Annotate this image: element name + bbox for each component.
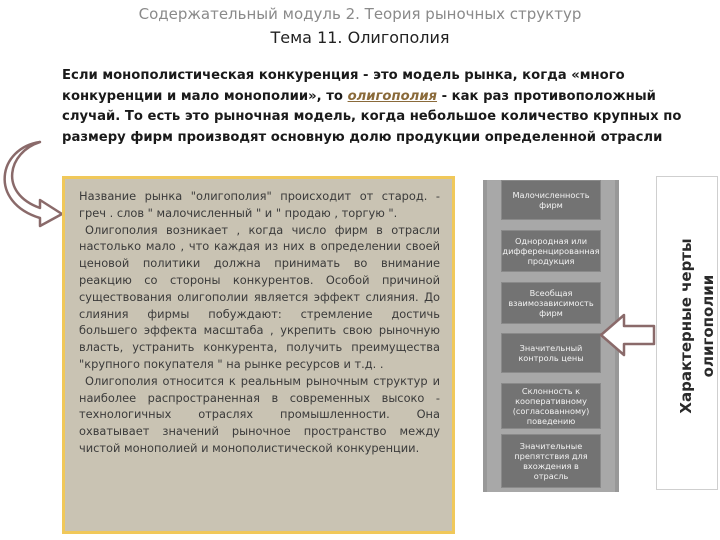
feature-card-2: Однородная или дифференцированная продукция	[501, 230, 601, 272]
intro-text-part2: - как раз противоположный случай. То есть это рыночная модель, когда небольшое количество крупных по размеру фирм производят основную долю продукции определенной отрасли	[62, 88, 682, 145]
features-label-line1: Характерные черты	[677, 238, 695, 414]
left-arrow-icon	[598, 312, 656, 358]
intro-paragraph	[62, 66, 702, 148]
curved-arrow-icon	[0, 138, 70, 228]
feature-card-5: Склонность к кооперативному (согласованному) поведению	[501, 383, 601, 429]
intro-text-part1: Если монополистическая конкуренция - это модель рынка, когда «много конкуренции и мало монополии», то	[62, 68, 625, 104]
features-label-line2: олигополии	[699, 274, 717, 378]
description-paragraph-1: Название рынка "олигополия" происходит от старод. - греч . слов " малочисленный " и " продаю , торгую ".	[79, 189, 440, 220]
feature-card-6: Значительные препятствия для вхождения в отрасль	[501, 434, 601, 488]
description-paragraph-3: Олигополия относится к реальным рыночным структур и наиболее распространенная в современных высоко - технологичных отраслях промышленности. Она охватывает значений рыночное пространство между чистой монополией и монополистической конкуренции.	[79, 373, 440, 455]
description-paragraph-2: Олигополия возникает , когда число фирм в отрасли настолько мало , что каждая из них в определении своей ценовой политики должна принимать во внимание реакцию со стороны конкурентов. Особой причиной существования олигополии является эффект слияния. До слияния фирмы побуждают: стремление достичь большего эффекта масштаба , укрепить свою рыночную власть, устранить конкурента, получить преимущества "крупного покупателя " на рынке ресурсов и т.д. .	[79, 222, 440, 371]
feature-card-1: Малочисленность фирм	[501, 180, 601, 220]
feature-card-4: Значительный контроль цены	[501, 333, 601, 373]
oligopoly-description-box	[62, 176, 455, 534]
intro-highlight: олигополия	[347, 88, 438, 104]
topic-title: Тема 11. Олигополия	[270, 28, 450, 47]
features-vertical-label	[675, 176, 719, 476]
feature-card-3: Всеобщая взаимозависимость фирм	[501, 282, 601, 324]
module-title: Содержательный модуль 2. Теория рыночных структур	[138, 5, 582, 23]
